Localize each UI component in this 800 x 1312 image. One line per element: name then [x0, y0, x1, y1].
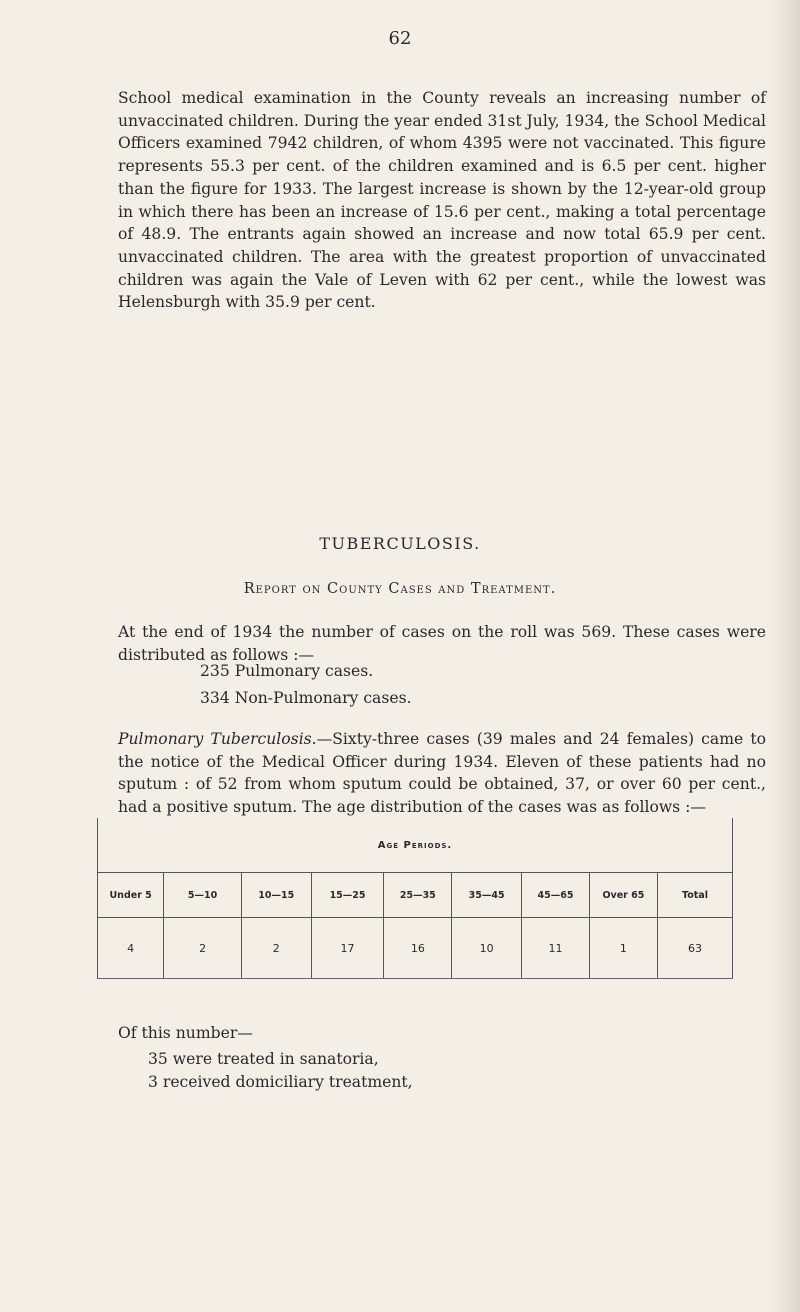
- section-heading: TUBERCULOSIS.: [319, 534, 481, 553]
- table-cell: 10: [452, 918, 522, 979]
- page-number: 62: [388, 28, 412, 49]
- column-header: 45—65: [522, 873, 590, 918]
- table-cell: 11: [522, 918, 590, 979]
- age-distribution-table: [97, 818, 733, 979]
- domiciliary-line: 3 received domiciliary treatment,: [148, 1073, 413, 1091]
- table-cell: 2: [241, 918, 311, 979]
- column-header: 10—15: [241, 873, 311, 918]
- table-cell: 4: [98, 918, 164, 979]
- table-header-row: [98, 873, 733, 918]
- column-header: 5—10: [164, 873, 242, 918]
- table-cell: 1: [589, 918, 657, 979]
- column-header: 35—45: [452, 873, 522, 918]
- column-header: 15—25: [311, 873, 384, 918]
- table-row: [98, 918, 733, 979]
- sanatoria-line: 35 were treated in sanatoria,: [148, 1050, 379, 1068]
- section-subheading: Report on County Cases and Treatment.: [243, 581, 557, 597]
- table-caption-row: [98, 818, 733, 873]
- table-cell: 17: [311, 918, 384, 979]
- table-cell: 16: [384, 918, 452, 979]
- pulmonary-body: —Sixty-three cases (39 males and 24 females) came to the notice of the Medical Officer during 1934. Eleven of these patients had no sputum : of 52 from whom sputum could be obtained, 37, or over 60 per cent., had a positive sputum. The age distribution of the cases was as follows :—: [118, 730, 766, 817]
- number-intro: Of this number—: [118, 1024, 253, 1042]
- pulmonary-title: Pulmonary Tuberculosis.: [118, 730, 317, 748]
- page-edge-shadow: [770, 0, 800, 1312]
- non-pulmonary-cases-line: 334 Non-Pulmonary cases.: [200, 689, 412, 707]
- pulmonary-cases-line: 235 Pulmonary cases.: [200, 662, 374, 680]
- roll-paragraph: At the end of 1934 the number of cases on the roll was 569. These cases were distributed as follows :—: [118, 623, 766, 664]
- pulmonary-paragraph: [118, 728, 766, 819]
- table-caption: Age Periods.: [98, 818, 733, 873]
- table-cell: 63: [657, 918, 732, 979]
- column-header: Over 65: [589, 873, 657, 918]
- table-cell: 2: [164, 918, 242, 979]
- column-header: Under 5: [98, 873, 164, 918]
- column-header: 25—35: [384, 873, 452, 918]
- vaccination-paragraph: School medical examination in the County reveals an increasing number of unvaccinated children. During the year ended 31st July, 1934, the School Medical Officers examined 7942 children, of whom 4395 were not vaccinated. This figure represents 55.3 per cent. of the children examined and is 6.5 per cent. higher than the figure for 1933. The largest increase is shown by the 12-year-old group in which there has been an increase of 15.6 per cent., making a total percentage of 48.9. The entrants again showed an increase and now total 65.9 per cent. unvaccinated children. The area with the greatest proportion of unvaccinated children was again the Vale of Leven with 62 per cent., while the lowest was Helensburgh with 35.9 per cent.: [118, 89, 766, 312]
- column-header: Total: [657, 873, 732, 918]
